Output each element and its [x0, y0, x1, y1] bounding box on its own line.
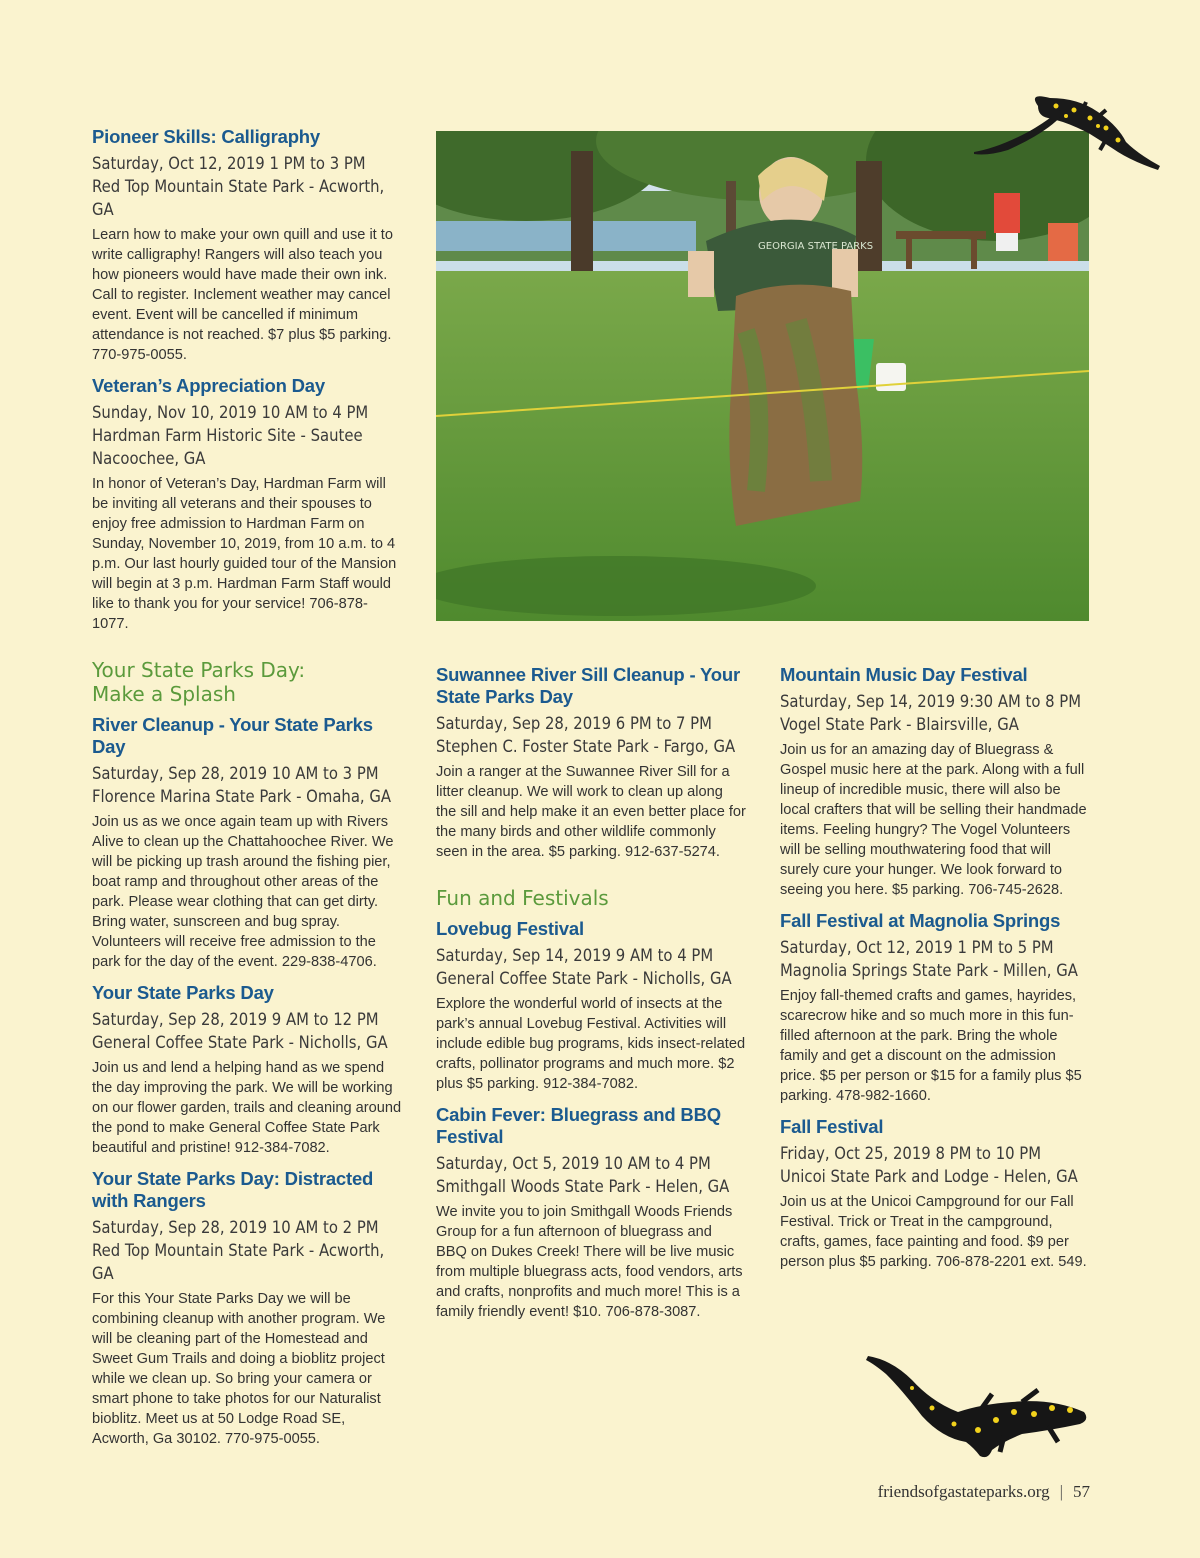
middle-column: [436, 664, 746, 1332]
event-description: For this Your State Parks Day we will be combining cleanup with another program. We will be cleaning part of the Homestead and Sweet Gum Trails and doing a bioblitz project while we clean up. So bring your camera or smart phone to take photos for our Naturalist bioblitz. Meet us at 50 Lodge Road SE, Acworth, Ga 30102. 770-975-0055.: [92, 1291, 386, 1447]
event-description: Explore the wonderful world of insects at the park’s annual Lovebug Festival. Activities will include edible bug programs, kids insect-related crafts, pollinator programs and much more. $2 plus $5 parking. 912-384-7082.: [436, 996, 746, 1092]
event-title: River Cleanup - Your State Parks Day: [92, 714, 373, 757]
shirt-text: GEORGIA STATE PARKS: [758, 241, 874, 252]
event-date: Saturday, Sep 28, 2019 6 PM to 7 PM: [436, 714, 712, 733]
event-date: Saturday, Oct 5, 2019 10 AM to 4 PM: [436, 1154, 711, 1173]
event-cabin-fever: [436, 1104, 746, 1322]
event-location: Florence Marina State Park - Omaha, GA: [92, 787, 392, 806]
event-distracted-with-rangers: [92, 1168, 404, 1449]
section-heading-fun-and-festivals: Fun and Festivals: [436, 886, 609, 910]
event-date: Saturday, Sep 28, 2019 9 AM to 12 PM: [92, 1010, 379, 1029]
event-location: Vogel State Park - Blairsville, GA: [780, 715, 1019, 734]
page-footer: [878, 1482, 1090, 1502]
section-heading-make-a-splash: [92, 658, 404, 706]
event-mountain-music-day: [780, 664, 1092, 900]
page-number: 57: [1073, 1482, 1090, 1501]
event-river-cleanup: [92, 714, 404, 972]
event-title: Veteran’s Appreciation Day: [92, 375, 325, 396]
event-lovebug-festival: [436, 918, 746, 1094]
event-location: Magnolia Springs State Park - Millen, GA: [780, 961, 1078, 980]
event-title: Your State Parks Day: [92, 982, 274, 1003]
event-location: General Coffee State Park - Nicholls, GA: [436, 969, 732, 988]
event-date: Friday, Oct 25, 2019 8 PM to 10 PM: [780, 1144, 1042, 1163]
event-your-state-parks-day: [92, 982, 404, 1158]
event-location: Stephen C. Foster State Park - Fargo, GA: [436, 737, 736, 756]
section-heading-line2: Make a Splash: [92, 682, 236, 706]
event-date: Saturday, Sep 14, 2019 9:30 AM to 8 PM: [780, 692, 1082, 711]
event-title: Suwannee River Sill Cleanup - Your State Parks Day: [436, 664, 741, 707]
event-location: Unicoi State Park and Lodge - Helen, GA: [780, 1167, 1078, 1186]
event-description: We invite you to join Smithgall Woods Friends Group for a fun afternoon of bluegrass and BBQ on Dukes Creek! There will be live music from multiple bluegrass acts, food vendors, arts and crafts, nonprofits and much more! This is a family friendly event! $10. 706-878-3087.: [436, 1204, 743, 1320]
sack-race-photo: [436, 131, 1089, 621]
event-description: Join us at the Unicoi Campground for our Fall Festival. Trick or Treat in the campground, crafts, games, face painting and food. $9 per person plus $5 parking. 706-878-2201 ext. 549.: [780, 1194, 1087, 1270]
event-fall-festival-unicoi: [780, 1116, 1092, 1272]
event-description: Join us as we once again team up with Rivers Alive to clean up the Chattahoochee River. We will be picking up trash around the fishing pier, boat ramp and throughout other areas of the park. Please wear clothing that can get dirty. Bring water, sunscreen and bug spray. Volunteers will receive free admission to the park for the day of the event. 229-838-4706.: [92, 814, 394, 970]
event-location: Hardman Farm Historic Site - Sautee Nacoochee, GA: [92, 426, 363, 468]
event-description: Join us for an amazing day of Bluegrass & Gospel music here at the park. Along with a full lineup of incredible music, there will also be local crafters that will be selling their handmade items. Feeling hungry? The Vogel Volunteers will be selling mouthwatering food that will surely cure your hunger. We look forward to seeing you here. $5 parking. 706-745-2628.: [780, 742, 1087, 898]
sack-race-photo-illustration: [436, 131, 1089, 621]
event-description: Join us and lend a helping hand as we spend the day improving the park. We will be working on our flower garden, trails and cleaning around the pond to make General Coffee State Park beautiful and pristine! 912-384-7082.: [92, 1060, 402, 1156]
event-title: Fall Festival: [780, 1116, 884, 1137]
event-description: In honor of Veteran’s Day, Hardman Farm will be inviting all veterans and their spouses to enjoy free admission to Hardman Farm on Sunday, November 10, 2019, from 10 a.m. to 4 p.m. Our last hourly guided tour of the Mansion will begin at 3 p.m. Hardman Farm Staff would like to thank you for your service! 706-878-1077.: [92, 476, 397, 632]
section-heading-line1: Your State Parks Day:: [92, 658, 306, 682]
event-date: Saturday, Sep 14, 2019 9 AM to 4 PM: [436, 946, 714, 965]
event-description: Learn how to make your own quill and use it to write calligraphy! Rangers will also teach you how pioneers would have made their own ink. Call to register. Inclement weather may cancel event. Event will be cancelled if minimum attendance is not reached. $7 plus $5 parking. 770-975-0055.: [92, 227, 393, 363]
event-suwannee-sill-cleanup: [436, 664, 746, 862]
event-title: Your State Parks Day: Distracted with Rangers: [92, 1168, 374, 1211]
event-title: Pioneer Skills: Calligraphy: [92, 126, 320, 147]
event-description: Join a ranger at the Suwannee River Sill for a litter cleanup. We will work to clean up along the sill and help make it an even better place for the many birds and other wildlife commonly seen in the area. $5 parking. 912-637-5274.: [436, 764, 746, 860]
event-date: Sunday, Nov 10, 2019 10 AM to 4 PM: [92, 403, 369, 422]
footer-separator: |: [1059, 1482, 1063, 1501]
event-veterans-day: [92, 375, 404, 634]
event-title: Mountain Music Day Festival: [780, 664, 1028, 685]
event-description: Enjoy fall-themed crafts and games, hayrides, scarecrow hike and so much more in this fun-filled afternoon at the park. Bring the whole family and get a discount on the admission price. $5 per person or $15 for a family plus $5 parking. 478-982-1660.: [780, 988, 1082, 1104]
event-title: Lovebug Festival: [436, 918, 584, 939]
event-date: Saturday, Sep 28, 2019 10 AM to 2 PM: [92, 1218, 379, 1237]
footer-website: friendsofgastateparks.org: [877, 1482, 1050, 1501]
salamander-illustration-top: [968, 92, 1164, 180]
event-date: Saturday, Sep 28, 2019 10 AM to 3 PM: [92, 764, 379, 783]
event-pioneer-skills: [92, 126, 404, 365]
event-date: Saturday, Oct 12, 2019 1 PM to 5 PM: [780, 938, 1054, 957]
event-title: Fall Festival at Magnolia Springs: [780, 910, 1061, 931]
event-location: General Coffee State Park - Nicholls, GA: [92, 1033, 388, 1052]
left-column: [92, 126, 404, 1459]
event-date: Saturday, Oct 12, 2019 1 PM to 3 PM: [92, 154, 366, 173]
event-fall-festival-magnolia: [780, 910, 1092, 1106]
event-location: Red Top Mountain State Park - Acworth, GA: [92, 1241, 385, 1283]
event-location: Smithgall Woods State Park - Helen, GA: [436, 1177, 730, 1196]
right-column: [780, 664, 1092, 1282]
event-title: Cabin Fever: Bluegrass and BBQ Festival: [436, 1104, 721, 1147]
salamander-illustration-bottom: [862, 1350, 1092, 1466]
event-location: Red Top Mountain State Park - Acworth, GA: [92, 177, 385, 219]
